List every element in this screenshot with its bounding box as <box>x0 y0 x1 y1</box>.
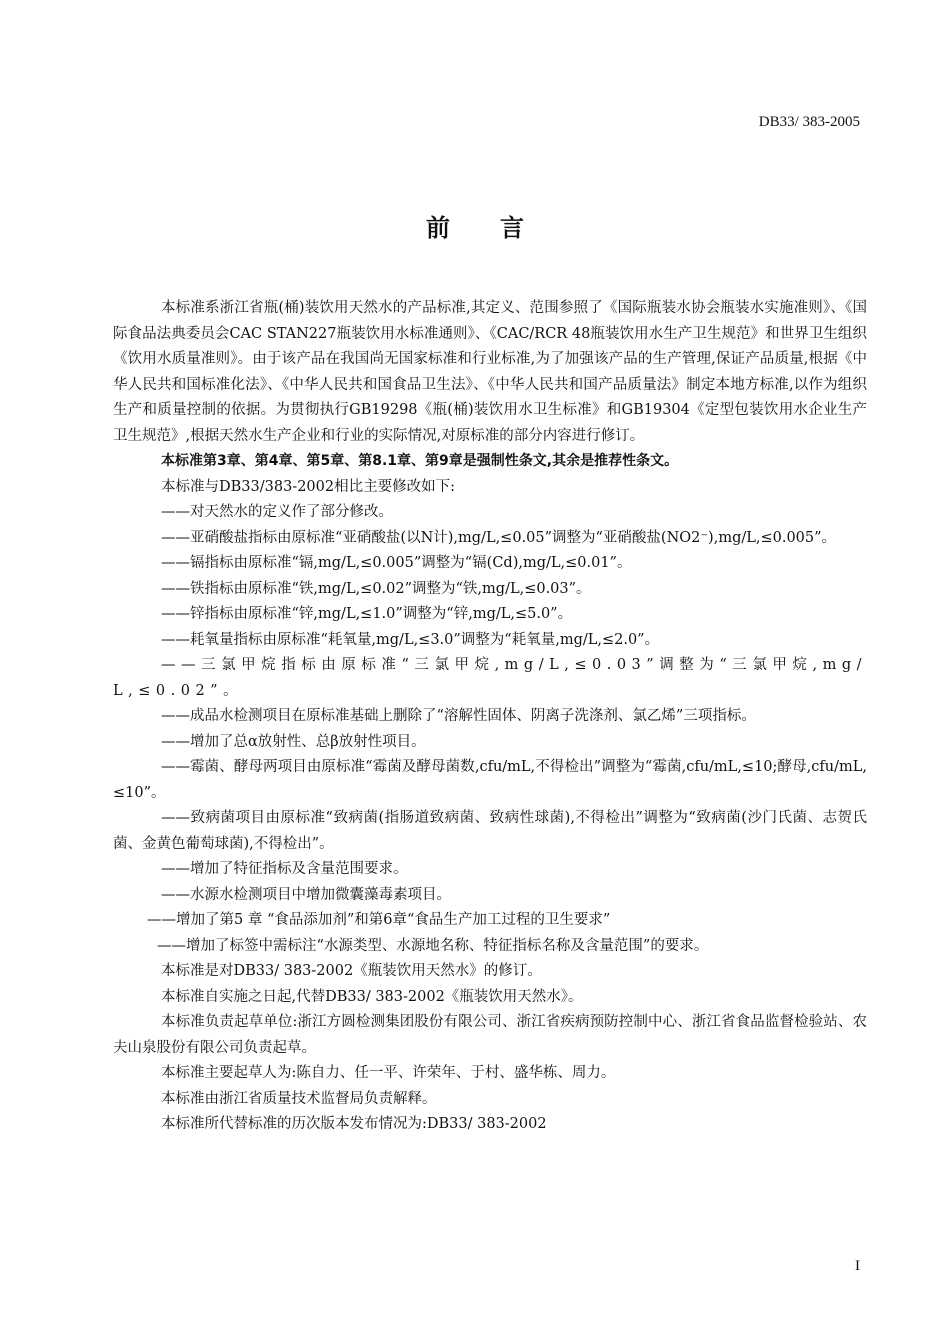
change-item: ——铁指标由原标准“铁,mg/L,≤0.02”调整为“铁,mg/L,≤0.03”。 <box>161 580 591 597</box>
page-number: I <box>855 1258 860 1274</box>
foreword-body <box>113 296 867 1138</box>
change-item: ——水源水检测项目中增加微囊藻毒素项目。 <box>161 886 451 903</box>
intro-paragraph: 本标准系浙江省瓶(桶)装饮用天然水的产品标准,其定义、范围参照了《国际瓶装水协会瓶装水实施准则》、《国际食品法典委员会CAC STAN227瓶装饮用水标准通则》、《CAC/RCR 48瓶装饮用水生产卫生规范》和世界卫生组织《饮用水质量准则》。由于该产品在我国尚无国家标准和行业标准,为了加强该产品的生产管理,保证产品质量,根据《中华人民共和国标准化法》、《中华人民共和国食品卫生法》、《中华人民共和国产品质量法》制定本地方标准,以作为组织生产和质量控制的依据。为贯彻执行GB19298《瓶(桶)装饮用水卫生标准》和GB19304《定型包装饮用水企业生产卫生规范》,根据天然水生产企业和行业的实际情况,对原标准的部分内容进行修订。 <box>113 300 867 444</box>
interpretation-authority: 本标准由浙江省质量技术监督局负责解释。 <box>161 1090 437 1107</box>
revision-statement: 本标准是对DB33/ 383-2002《瓶装饮用天然水》的修订。 <box>161 963 542 979</box>
change-item: ——镉指标由原标准“镉,mg/L,≤0.005”调整为“镉(Cd),mg/L,≤0.01”。 <box>161 555 632 571</box>
change-item: ——增加了第5 章 “食品添加剂”和第6章“食品生产加工过程的卫生要求” <box>147 912 611 928</box>
changes-intro: 本标准与DB33/383-2002相比主要修改如下: <box>161 478 455 495</box>
change-item: ——耗氧量指标由原标准“耗氧量,mg/L,≤3.0”调整为“耗氧量,mg/L,≤2.0”。 <box>161 631 660 648</box>
replacement-statement: 本标准自实施之日起,代替DB33/ 383-2002《瓶装饮用天然水》。 <box>161 988 583 1005</box>
change-item: ——增加了总α放射性、总β放射性项目。 <box>161 733 426 750</box>
change-item: ——增加了特征指标及含量范围要求。 <box>161 861 408 877</box>
change-item: ——致病菌项目由原标准“致病菌(指肠道致病菌、致病性球菌),不得检出”调整为“致病菌(沙门氏菌、志贺氏菌、金黄色葡萄球菌),不得检出”。 <box>113 810 867 852</box>
drafters: 本标准主要起草人为:陈自力、任一平、许荣年、于村、盛华栋、周力。 <box>161 1065 616 1081</box>
page-title: 前言 <box>426 214 574 242</box>
change-item: ——亚硝酸盐指标由原标准“亚硝酸盐(以N计),mg/L,≤0.05”调整为“亚硝酸盐(NO2⁻),mg/L,≤0.005”。 <box>161 529 837 546</box>
change-item: ——对天然水的定义作了部分修改。 <box>161 504 393 520</box>
change-item: ——成品水检测项目在原标准基础上删除了“溶解性固体、阴离子洗涤剂、氯乙烯”三项指标。 <box>161 708 756 724</box>
change-item: ——增加了标签中需标注“水源类型、水源地名称、特征指标名称及含量范围”的要求。 <box>157 937 709 954</box>
version-history: 本标准所代替标准的历次版本发布情况为:DB33/ 383-2002 <box>161 1116 547 1132</box>
drafting-units: 本标准负责起草单位:浙江方圆检测集团股份有限公司、浙江省疾病预防控制中心、浙江省食品监督检验站、农夫山泉股份有限公司负责起草。 <box>113 1014 867 1056</box>
change-item: ——三氯甲烷指标由原标准“三氯甲烷,mg/L,≤0.03”调整为“三氯甲烷,mg/L,≤0.02”。 <box>113 657 867 699</box>
change-item: ——霉菌、酵母两项目由原标准“霉菌及酵母菌数,cfu/mL,不得检出”调整为“霉菌,cfu/mL,≤10;酵母,cfu/mL,≤10”。 <box>113 759 867 801</box>
document-code: DB33/ 383-2005 <box>758 114 860 130</box>
change-item: ——锌指标由原标准“锌,mg/L,≤1.0”调整为“锌,mg/L,≤5.0”。 <box>161 606 573 622</box>
mandatory-clause-statement: 本标准第3章、第4章、第5章、第8.1章、第9章是强制性条文,其余是推荐性条文。 <box>161 453 679 469</box>
